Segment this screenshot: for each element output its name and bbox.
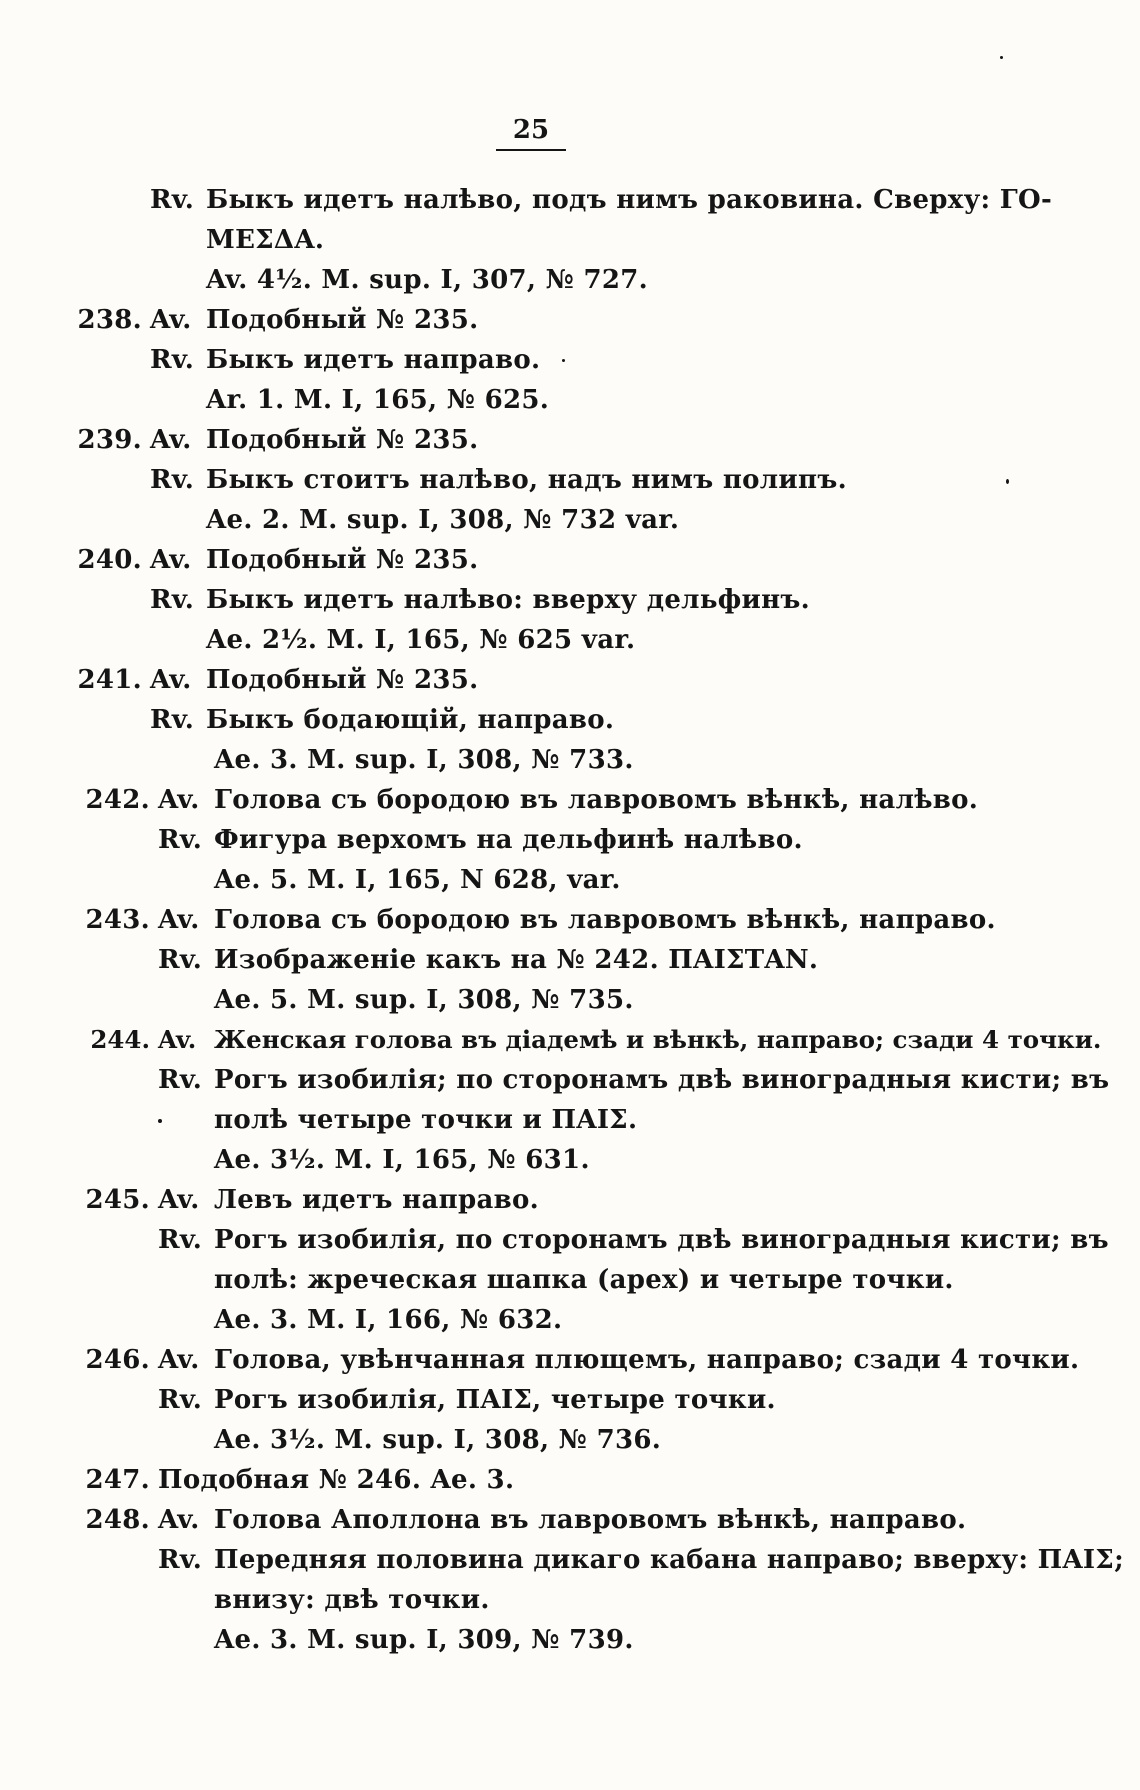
line-text: Ae. 3. M. sup. I, 308, № 733. (214, 745, 634, 775)
side-label: Rv. (150, 705, 195, 735)
catalog-line (214, 865, 621, 895)
entry-number: 243. (85, 905, 150, 935)
line-text: Женская голова въ діадемѣ и вѣнкѣ, направо; сзади 4 точки. (214, 1025, 1102, 1054)
side-label: Av. (158, 1345, 200, 1375)
line-text: Быкъ идетъ налѣво: вверху дельфинъ. (206, 585, 811, 615)
side-label: Rv. (158, 1385, 203, 1415)
catalog-line (80, 1465, 514, 1495)
side-label: Av. (150, 425, 192, 455)
side-label: Av. (158, 1025, 197, 1054)
line-text: Подобная № 246. Ae. 3. (158, 1465, 515, 1495)
line-text: Подобный № 235. (206, 545, 479, 575)
catalog-line (80, 825, 803, 855)
catalog-line (72, 465, 847, 495)
line-text: Изображеніе какъ на № 242. ΠΑΙΣΤΑΝ. (214, 945, 819, 975)
entry-number: 242. (85, 785, 150, 815)
line-text: Голова Аполлона въ лавровомъ вѣнкѣ, направо. (214, 1505, 967, 1535)
page-number-rule (496, 149, 566, 151)
line-text: Ae. 3½. M. I, 165, № 631. (214, 1145, 590, 1175)
side-label: Av. (150, 305, 192, 335)
catalog-line (214, 1585, 490, 1615)
catalog-line (72, 305, 478, 335)
side-label: Av. (158, 1185, 200, 1215)
side-label: Rv. (150, 345, 195, 375)
catalog-line (206, 225, 324, 255)
line-text: Ae. 5. M. I, 165, N 628, var. (214, 865, 621, 895)
entry-number: 246. (85, 1345, 150, 1375)
catalog-line (72, 705, 614, 735)
line-text: полѣ четыре точки и ΠΑΙΣ. (214, 1105, 638, 1135)
line-text: Рогъ изобилія, по сторонамъ двѣ виноградныя кисти; въ (214, 1225, 1109, 1255)
catalog-line (214, 1625, 634, 1655)
line-text: полѣ: жреческая шапка (apex) и четыре точки. (214, 1265, 954, 1295)
side-label: Rv. (158, 945, 203, 975)
catalog-line (214, 1305, 562, 1335)
catalog-line (72, 345, 540, 375)
catalog-line (72, 425, 478, 455)
scan-speck (1006, 479, 1009, 484)
entry-number: 244. (90, 1025, 150, 1054)
line-text: Быкъ идетъ налѣво, подъ нимъ раковина. Сверху: ГО- (206, 185, 1053, 215)
line-text: Левъ идетъ направо. (214, 1185, 539, 1215)
entry-number: 240. (77, 545, 142, 575)
catalog-line (214, 985, 634, 1015)
side-label: Av. (150, 545, 192, 575)
line-text: Av. 4½. M. sup. I, 307, № 727. (206, 265, 649, 295)
catalog-line (80, 1545, 1124, 1575)
side-label: Rv. (158, 1065, 203, 1095)
line-text: Передняя половина дикаго кабана направо; вверху: ΠΑΙΣ; (214, 1545, 1124, 1575)
entry-number: 241. (77, 665, 142, 695)
line-text: Голова, увѣнчанная плющемъ, направо; сзади 4 точки. (214, 1345, 1080, 1375)
line-text: Голова съ бородою въ лавровомъ вѣнкѣ, направо. (214, 905, 996, 935)
line-text: Ae. 3. M. I, 166, № 632. (214, 1305, 563, 1335)
line-text: Рогъ изобилія, ΠΑΙΣ, четыре точки. (214, 1385, 776, 1415)
entry-number: 248. (85, 1505, 150, 1535)
side-label: Av. (158, 785, 200, 815)
entry-number: 238. (77, 305, 142, 335)
catalog-line (72, 545, 478, 575)
catalog-line (80, 1225, 1109, 1255)
catalog-line (206, 625, 635, 655)
catalog-line (214, 1105, 637, 1135)
catalog-line (206, 505, 679, 535)
catalog-line (72, 585, 810, 615)
catalog-line (80, 1385, 776, 1415)
line-text: Подобный № 235. (206, 665, 479, 695)
side-label: Rv. (150, 585, 195, 615)
catalog-line (72, 185, 1052, 215)
catalog-line (214, 745, 634, 775)
line-text: Ae. 5. M. sup. I, 308, № 735. (214, 985, 634, 1015)
catalog-line (214, 1265, 954, 1295)
scan-speck (1000, 56, 1003, 59)
line-text: Рогъ изобилія; по сторонамъ двѣ виноградныя кисти; въ (214, 1065, 1110, 1095)
line-text: Голова съ бородою въ лавровомъ вѣнкѣ, налѣво. (214, 785, 979, 815)
entry-number: 247. (85, 1465, 150, 1495)
line-text: Быкъ бодающій, направо. (206, 705, 615, 735)
line-text: Ae. 3. M. sup. I, 309, № 739. (214, 1625, 634, 1655)
line-text: Ae. 2½. M. I, 165, № 625 var. (206, 625, 636, 655)
catalog-line (80, 1065, 1109, 1095)
entry-number: 239. (77, 425, 142, 455)
catalog-line (206, 385, 549, 415)
catalog-line (80, 945, 818, 975)
side-label: Rv. (150, 185, 195, 215)
line-text: Ae. 3½. M. sup. I, 308, № 736. (214, 1425, 662, 1455)
catalog-line (80, 1025, 1101, 1055)
catalog-line (214, 1145, 590, 1175)
catalog-line (80, 905, 996, 935)
catalog-line (80, 1185, 539, 1215)
scan-speck (158, 1119, 162, 1123)
catalog-line (72, 665, 478, 695)
line-text: внизу: двѣ точки. (214, 1585, 490, 1615)
line-text: Быкъ идетъ направо. (206, 345, 541, 375)
line-text: Фигура верхомъ на дельфинѣ налѣво. (214, 825, 803, 855)
line-text: Быкъ стоитъ налѣво, надъ нимъ полипъ. (206, 465, 847, 495)
line-text: Ae. 2. M. sup. I, 308, № 732 var. (206, 505, 680, 535)
side-label: Av. (150, 665, 192, 695)
line-text: ΜΕΣΔΑ. (206, 225, 325, 255)
side-label: Rv. (150, 465, 195, 495)
catalog-line (206, 265, 648, 295)
side-label: Av. (158, 905, 200, 935)
side-label: Rv. (158, 825, 203, 855)
side-label: Rv. (158, 1545, 203, 1575)
catalog-line (80, 1345, 1079, 1375)
line-text: Подобный № 235. (206, 305, 479, 335)
page-number: 25 (512, 115, 550, 145)
entry-number: 245. (85, 1185, 150, 1215)
catalog-line (80, 1505, 966, 1535)
side-label: Rv. (158, 1225, 203, 1255)
line-text: Ar. 1. M. I, 165, № 625. (206, 385, 550, 415)
line-text: Подобный № 235. (206, 425, 479, 455)
side-label: Av. (158, 1505, 200, 1535)
catalog-line (80, 785, 978, 815)
catalog-line (214, 1425, 661, 1455)
scan-speck (562, 359, 565, 362)
